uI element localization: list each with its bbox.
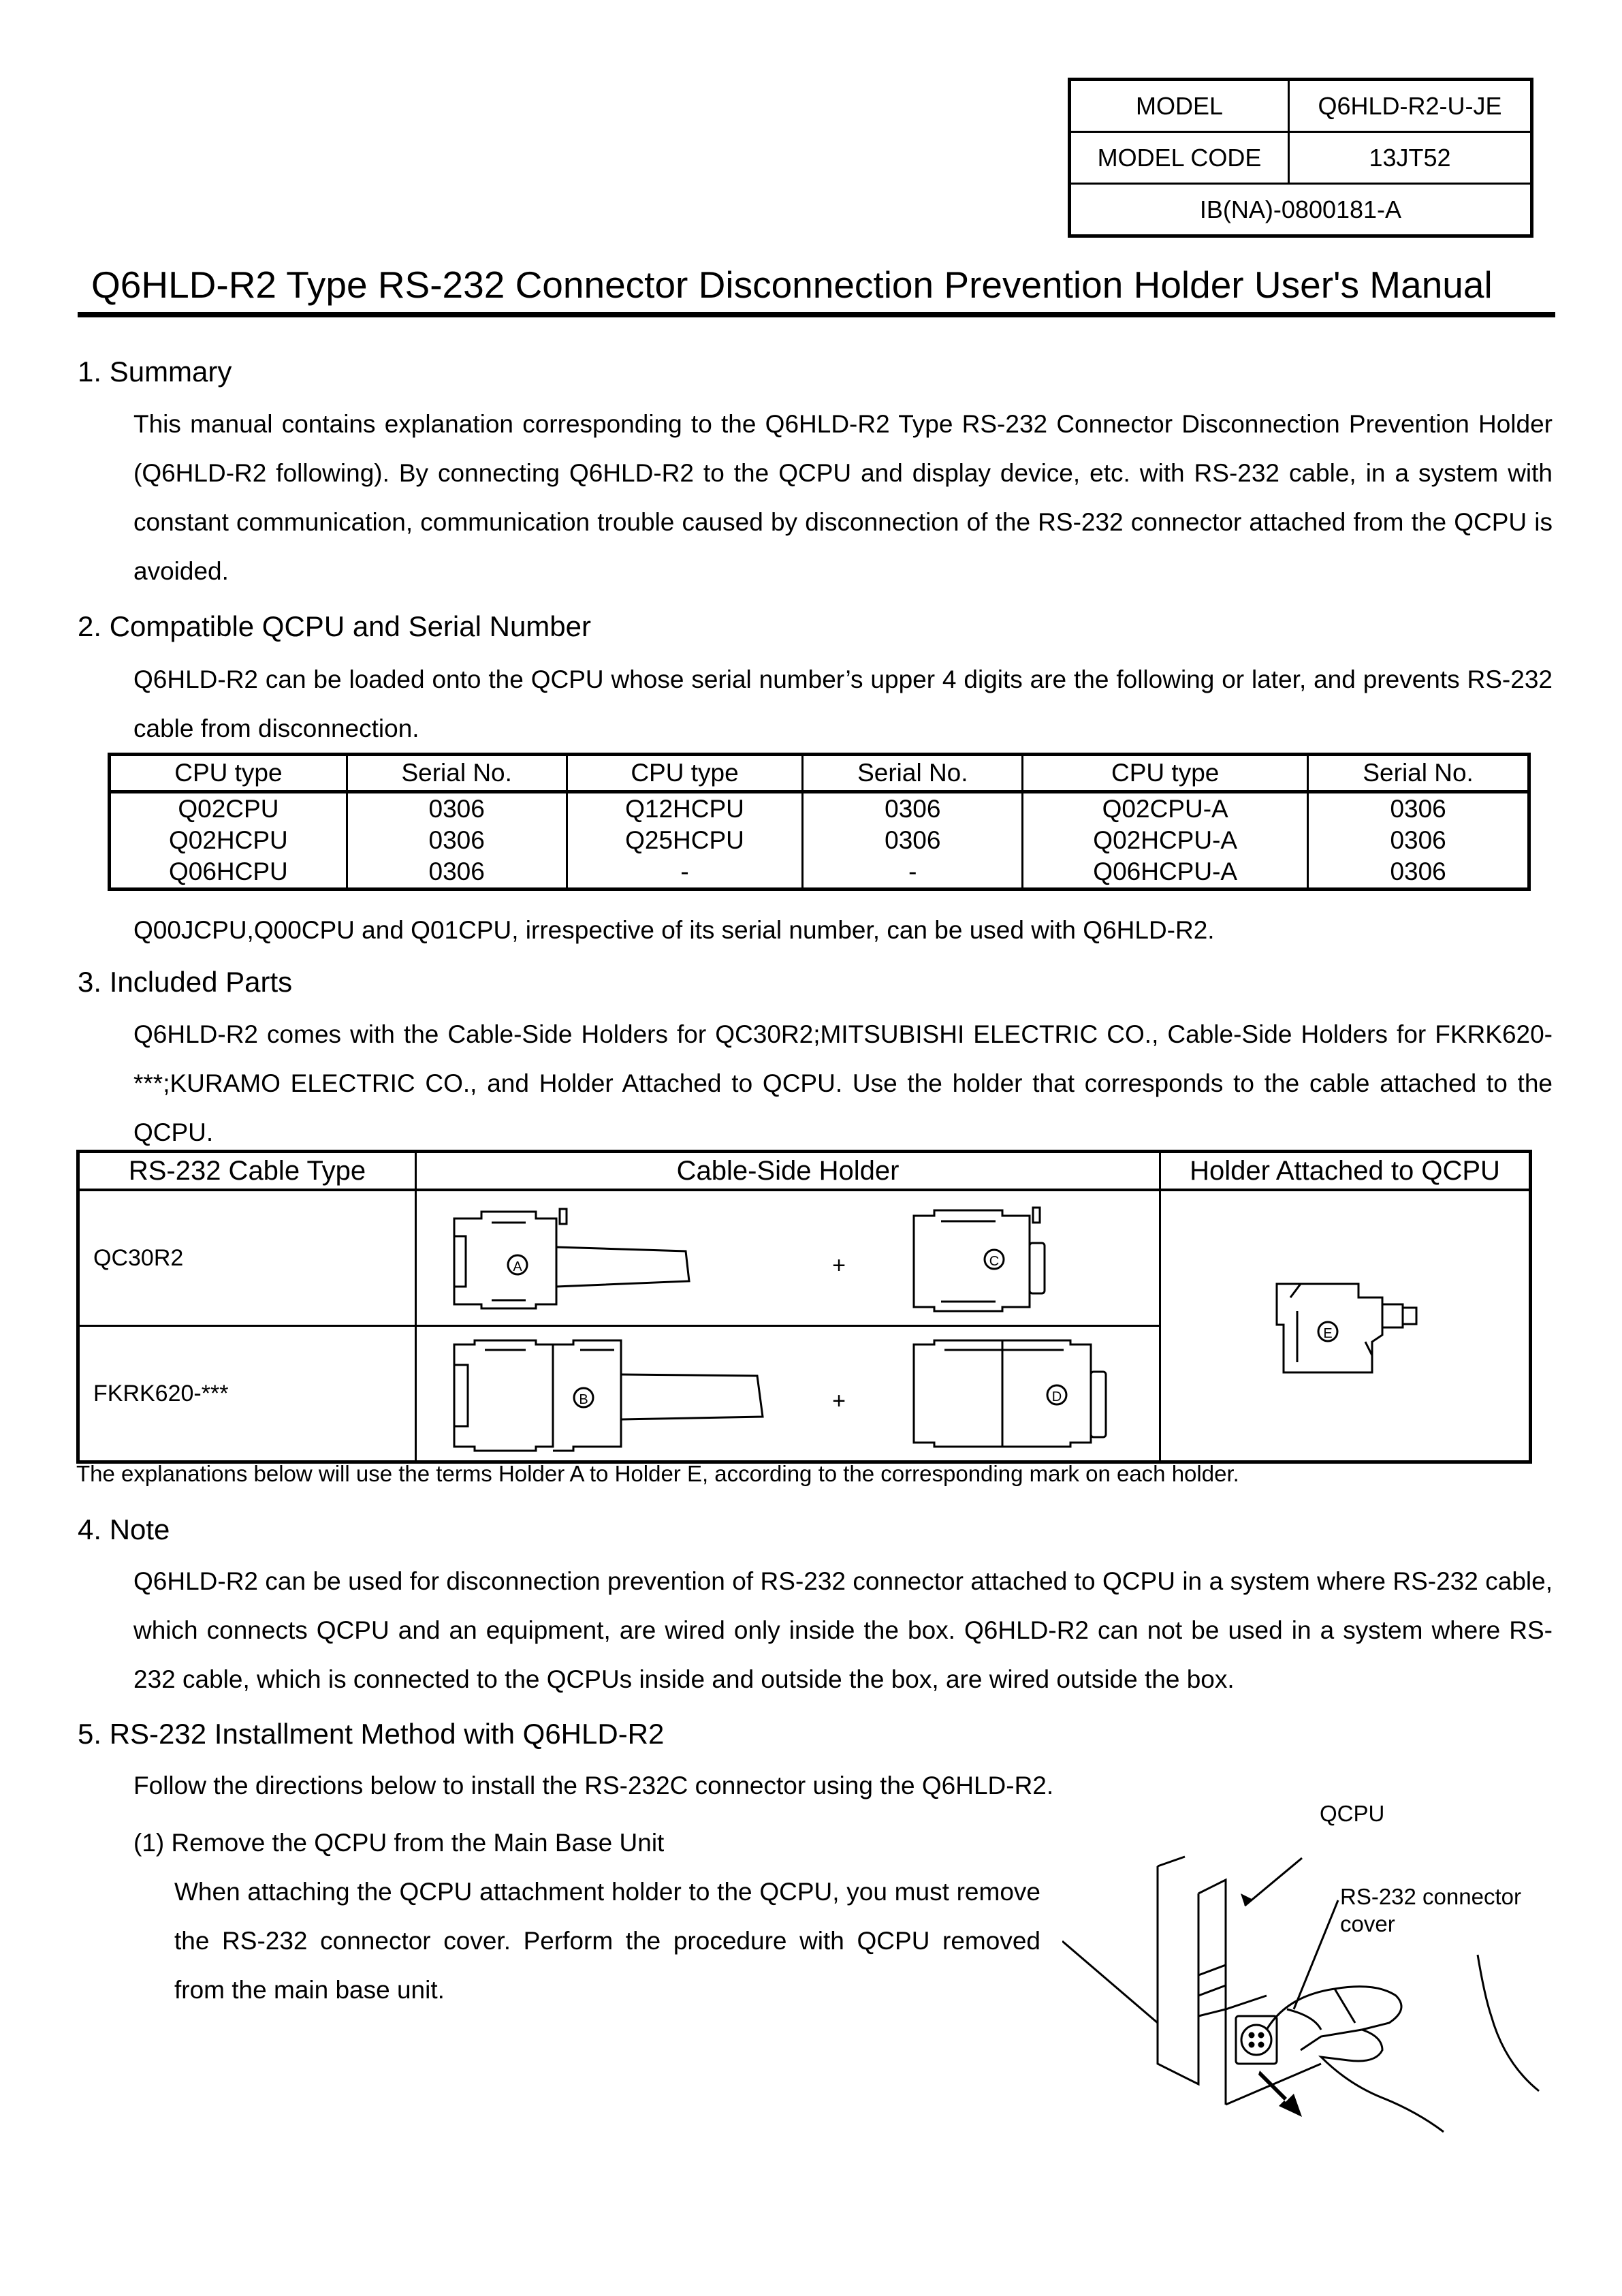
table-cell: 0306 xyxy=(803,825,1023,856)
cable-side-holder-cell xyxy=(416,1326,1160,1462)
section-2-heading: 2. Compatible QCPU and Serial Number xyxy=(78,610,591,642)
qcpu-holder-cell xyxy=(1160,1190,1531,1462)
removal-arrow-icon xyxy=(1258,2071,1302,2117)
included-parts-table xyxy=(76,1150,1532,1464)
table-cell: Q06HCPU xyxy=(110,856,347,890)
holder-c-icon xyxy=(914,1208,1045,1311)
holder-mark-e: E xyxy=(1323,1325,1333,1341)
page-title: Q6HLD-R2 Type RS-232 Connector Disconnection Prevention Holder User's Manual xyxy=(91,264,1493,306)
model-value: Q6HLD-R2-U-JE xyxy=(1289,80,1532,132)
holder-b-d-illustration xyxy=(417,1327,1159,1460)
holder-a-icon xyxy=(454,1209,689,1308)
table-header: Serial No. xyxy=(803,755,1023,792)
model-label: MODEL xyxy=(1070,80,1289,132)
table-cell: Q02CPU-A xyxy=(1023,792,1308,825)
title-rule xyxy=(78,312,1555,317)
holder-d-icon xyxy=(914,1340,1106,1447)
qcpu-body xyxy=(1158,1866,1198,2084)
table-cell: Q02CPU xyxy=(110,792,347,825)
section-3-heading: 3. Included Parts xyxy=(78,966,293,998)
table-cell: Q12HCPU xyxy=(567,792,803,825)
section-5-body: Follow the directions below to install the RS-232C connector using the Q6HLD-R2. xyxy=(133,1772,1054,1799)
doc-number: IB(NA)-0800181-A xyxy=(1070,184,1532,236)
section-1-body: This manual contains explanation corresponding to the Q6HLD-R2 Type RS-232 Connector Disconnection Prevention Holder (Q6HLD-R2 following). By connecting Q6HLD-R2 to the QCPU and display device, etc. with RS-232 cable, in a system with constant communication, communication trouble caused by disconnection of the RS-232 connector attached from the QCPU is avoided. xyxy=(133,410,1553,585)
table-header: Serial No. xyxy=(347,755,567,792)
holder-mark-b: B xyxy=(579,1392,588,1407)
step-1-body: When attaching the QCPU attachment holder to the QCPU, you must remove the RS-232 connector cover. Perform the procedure with QCPU removed from the main base unit. xyxy=(174,1878,1040,2004)
table-row xyxy=(110,792,1529,825)
section-4-body: Q6HLD-R2 can be used for disconnection prevention of RS-232 connector attached to QCPU in a system where RS-232 cable, which connects QCPU and an equipment, are wired only inside the box. Q6HLD-R2 can not be used in a system where RS-232 cable, which is connected to the QCPUs inside and outside the box, are wired outside the box. xyxy=(133,1567,1553,1693)
serial-number-table xyxy=(108,753,1531,891)
table-header: Serial No. xyxy=(1308,755,1529,792)
cable-side-holder-cell xyxy=(416,1190,1160,1326)
table-cell: Q06HCPU-A xyxy=(1023,856,1308,890)
section-4-heading: 4. Note xyxy=(78,1513,170,1545)
table-cell: 0306 xyxy=(803,792,1023,825)
table-row xyxy=(110,825,1529,856)
table-row xyxy=(78,1190,1531,1326)
holder-e-icon xyxy=(1161,1195,1529,1457)
fig-label-qcpu: QCPU xyxy=(1320,1801,1385,1826)
holder-mark-c: C xyxy=(989,1254,1000,1269)
cable-type-qc30r2: QC30R2 xyxy=(78,1190,416,1326)
table-cell: 0306 xyxy=(347,856,567,890)
table-cell: 0306 xyxy=(347,825,567,856)
model-info-table xyxy=(1068,78,1533,238)
table-header: Holder Attached to QCPU xyxy=(1160,1152,1531,1191)
cable-type-fkrk620: FKRK620-*** xyxy=(78,1326,416,1462)
table-row xyxy=(110,856,1529,890)
fig-label-cover-2: cover xyxy=(1340,1911,1395,1936)
table-cell: 0306 xyxy=(347,792,567,825)
table-cell: 0306 xyxy=(1308,856,1529,890)
holder-mark-a: A xyxy=(513,1259,522,1274)
section-2-body: Q6HLD-R2 can be loaded onto the QCPU whose serial number’s upper 4 digits are the following or later, and prevents RS-232 cable from disconnection. xyxy=(133,665,1553,742)
section-2-note: Q00JCPU,Q00CPU and Q01CPU, irrespective of its serial number, can be used with Q6HLD-R2. xyxy=(133,916,1215,944)
table-header: CPU type xyxy=(1023,755,1308,792)
table-cell: Q25HCPU xyxy=(567,825,803,856)
step-1-title: (1) Remove the QCPU from the Main Base Unit xyxy=(133,1829,665,1857)
section-3-body: Q6HLD-R2 comes with the Cable-Side Holders for QC30R2;MITSUBISHI ELECTRIC CO., Cable-Side Holders for FKRK620-***;KURAMO ELECTRIC CO., and Holder Attached to QCPU. Use the holder that corresponds to the cable attached to the QCPU. xyxy=(133,1020,1553,1146)
table-cell: 0306 xyxy=(1308,792,1529,825)
table-header: CPU type xyxy=(110,755,347,792)
holder-a-c-illustration xyxy=(417,1191,1159,1325)
section-1-heading: 1. Summary xyxy=(78,356,232,388)
holder-mark-d: D xyxy=(1051,1389,1062,1404)
section-3-footnote: The explanations below will use the terms Holder A to Holder E, according to the corresponding mark on each holder. xyxy=(76,1461,1239,1486)
table-cell: Q02HCPU xyxy=(110,825,347,856)
plus-sign: + xyxy=(832,1253,846,1278)
table-cell: 0306 xyxy=(1308,825,1529,856)
table-header: CPU type xyxy=(567,755,803,792)
connector-cover-removal-figure xyxy=(1062,1791,1553,2145)
table-header: RS-232 Cable Type xyxy=(78,1152,416,1191)
table-cell: - xyxy=(567,856,803,890)
plus-sign: + xyxy=(832,1388,846,1414)
holder-b-icon xyxy=(454,1340,763,1451)
model-code-label: MODEL CODE xyxy=(1070,132,1289,184)
section-5-heading: 5. RS-232 Installment Method with Q6HLD-R2 xyxy=(78,1718,665,1750)
model-code-value: 13JT52 xyxy=(1289,132,1532,184)
fig-label-cover-1: RS-232 connector xyxy=(1340,1884,1521,1909)
table-cell: Q02HCPU-A xyxy=(1023,825,1308,856)
table-cell: - xyxy=(803,856,1023,890)
table-header: Cable-Side Holder xyxy=(416,1152,1160,1191)
